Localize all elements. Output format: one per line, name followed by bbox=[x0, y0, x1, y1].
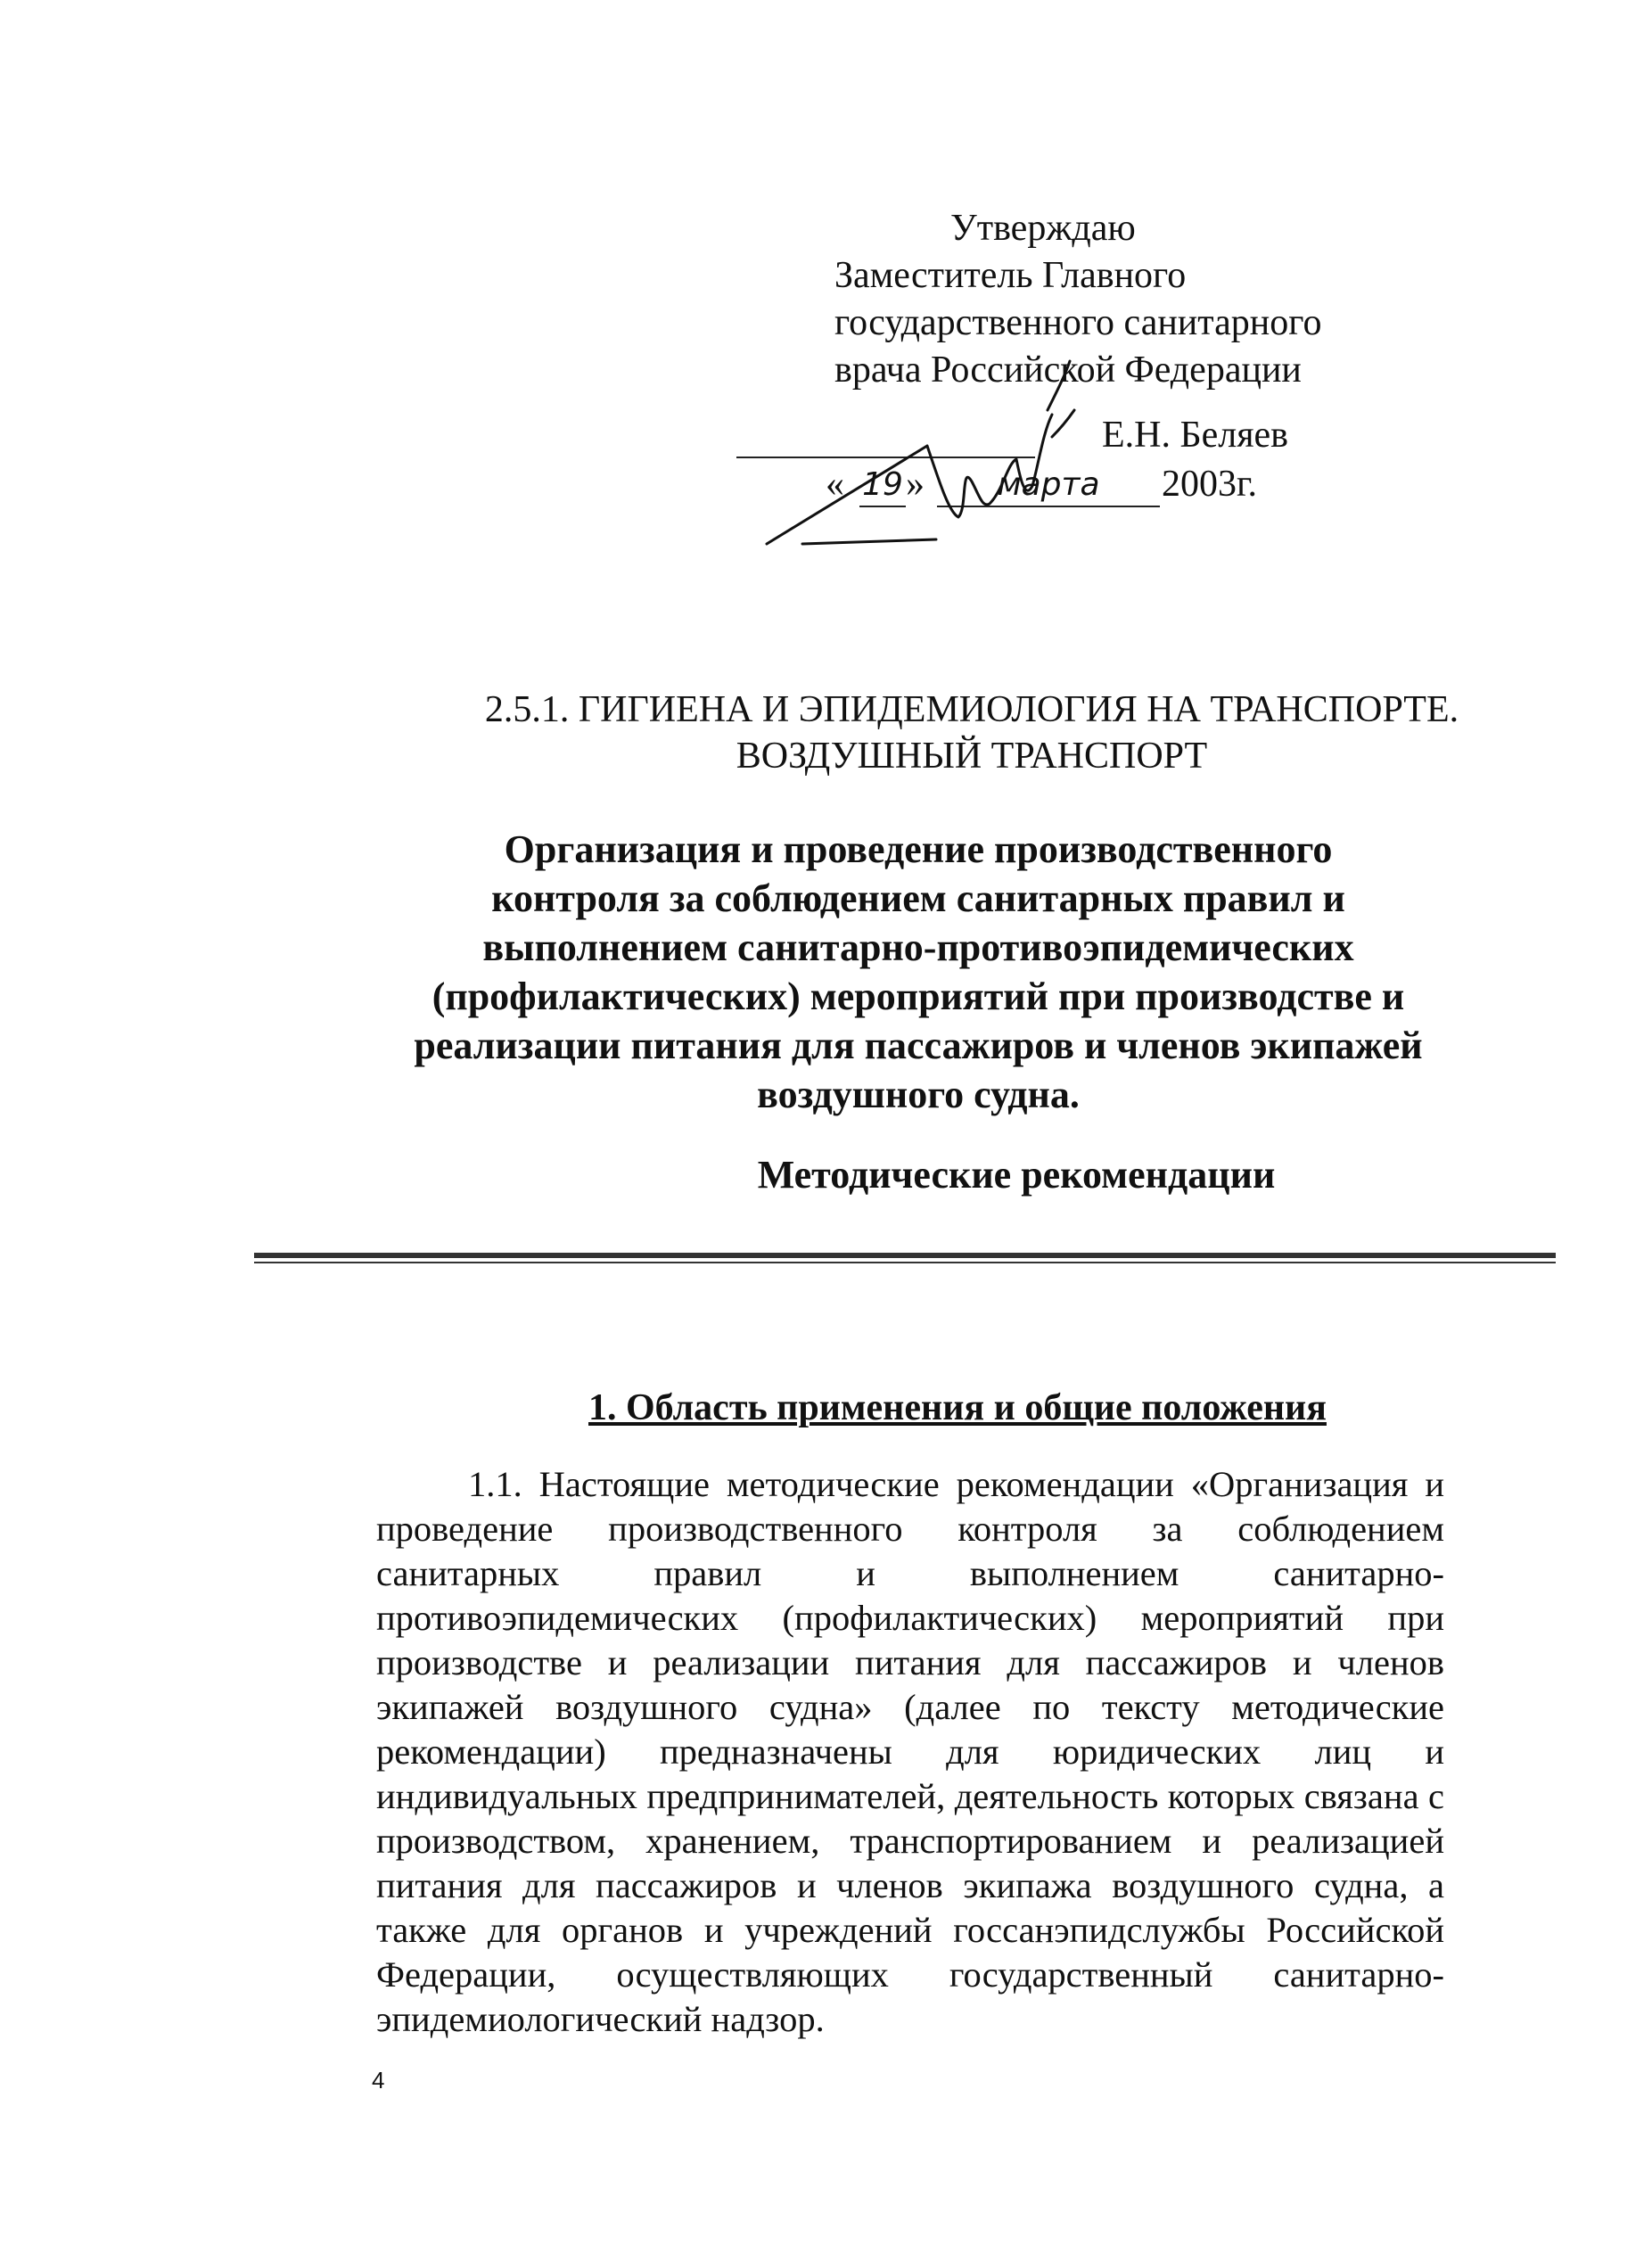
title-line-4: (профилактических) мероприятий при производстве и bbox=[431, 975, 1405, 1018]
handwritten-signature bbox=[749, 330, 1123, 553]
date-month: марта bbox=[937, 461, 1160, 507]
approval-line-approve: Утверждаю bbox=[950, 208, 1136, 249]
page-number: 4 bbox=[372, 2067, 385, 2094]
date-close-quote: » bbox=[906, 464, 925, 505]
title-line-6: воздушного судна. bbox=[757, 1073, 1080, 1116]
document-heading bbox=[473, 687, 1471, 779]
heading-line-1: 2.5.1. ГИГИЕНА И ЭПИДЕМИОЛОГИЯ НА ТРАНСПОРТЕ. bbox=[484, 689, 1459, 730]
title-line-2: контроля за соблюдением санитарных правил и bbox=[491, 876, 1345, 920]
approval-line-position: Заместитель Главного bbox=[834, 255, 1187, 296]
document-subtitle: Методические рекомендации bbox=[757, 1153, 1276, 1197]
date-open-quote: « bbox=[826, 464, 844, 505]
title-line-5: реализации питания для пассажиров и членов экипажей bbox=[414, 1024, 1423, 1067]
header-divider-thick bbox=[254, 1253, 1556, 1258]
approval-line-position-3: врача Российской Федерации bbox=[834, 350, 1302, 391]
date-day: 19 bbox=[859, 461, 906, 507]
document-title bbox=[357, 825, 1480, 1119]
paragraph-1-1: 1.1. Настоящие методические рекомендации «Организация и проведение производственного контроля за соблюдением санитарных правил и выполнением санитарно-противоэпидемических (профилактических) мероприятий при производстве и реализации питания для пассажиров и членов экипажей воздушного судна» (далее по тексту методические рекомендации) предназначены для юридических лиц и индивидуальных предпринимателей, деятельность которых связана с производством, хранением, транспортированием и реализацией питания для пассажиров и членов экипажа воздушного судна, а также для органов и учреждений госсанэпидслужбы Российской Федерации, осуществляющих государственный санитарно-эпидемиологический надзор. bbox=[376, 1464, 1444, 2039]
title-line-1: Организация и проведение производственного bbox=[504, 827, 1333, 871]
signatory-name: Е.Н. Беляев bbox=[1102, 415, 1288, 456]
approval-line-position-2: государственного санитарного bbox=[834, 302, 1322, 343]
header-divider-thin bbox=[254, 1262, 1556, 1263]
title-line-3: выполнением санитарно-противоэпидемических bbox=[482, 925, 1354, 969]
heading-line-2: ВОЗДУШНЫЙ ТРАНСПОРТ bbox=[736, 736, 1208, 777]
date-year: 2003г. bbox=[1162, 464, 1257, 505]
section-title: 1. Область применения и общие положения bbox=[588, 1387, 1327, 1428]
